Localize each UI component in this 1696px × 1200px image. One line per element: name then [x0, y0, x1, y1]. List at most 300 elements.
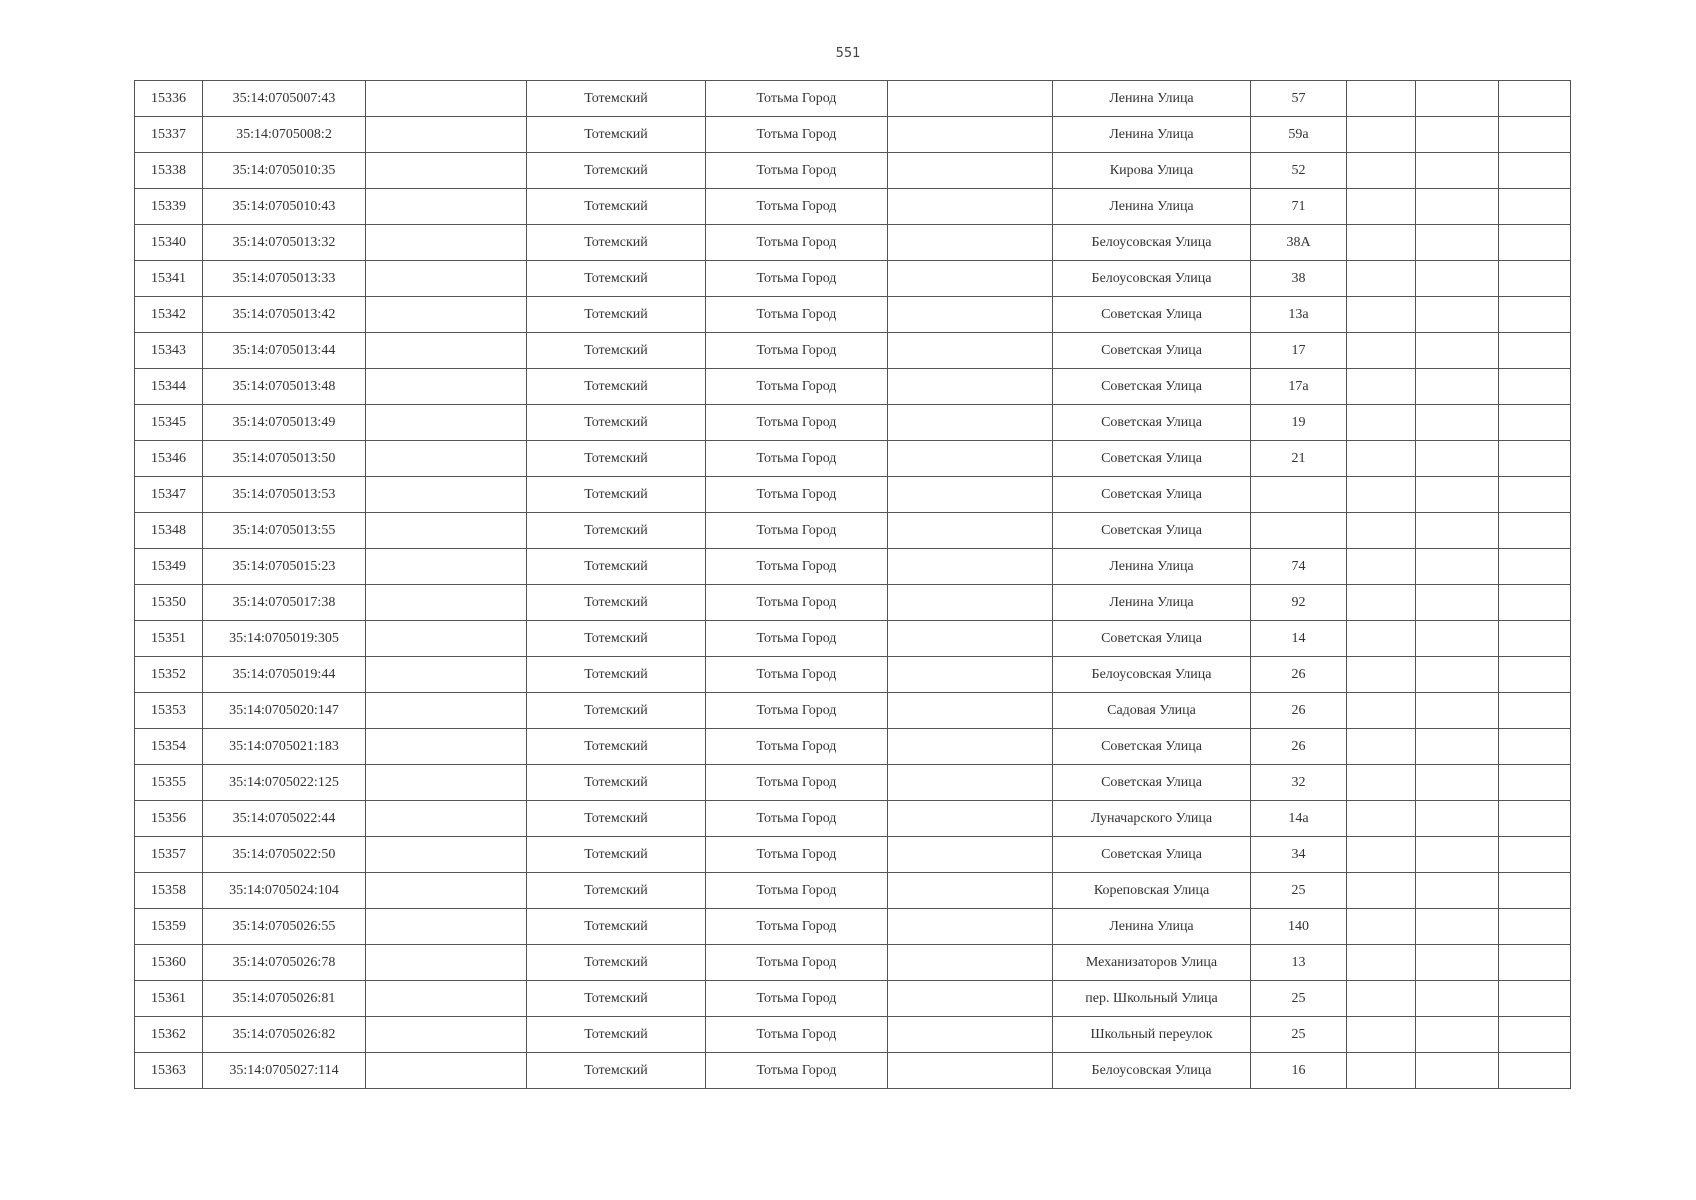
- street-cell: Ленина Улица: [1053, 909, 1251, 945]
- cadastral-number-cell: 35:14:0705021:183: [203, 729, 366, 765]
- table-row: [135, 693, 1571, 729]
- house-number-cell: 74: [1251, 549, 1347, 585]
- cadastral-number-cell: 35:14:0705008:2: [203, 117, 366, 153]
- empty-cell: [888, 477, 1053, 513]
- empty-cell: [1499, 657, 1571, 693]
- empty-cell: [1347, 333, 1416, 369]
- empty-cell: [366, 261, 527, 297]
- table-row: [135, 405, 1571, 441]
- table-row: [135, 657, 1571, 693]
- empty-cell: [1499, 621, 1571, 657]
- empty-cell: [366, 873, 527, 909]
- settlement-cell: Тотьма Город: [706, 153, 888, 189]
- settlement-cell: Тотьма Город: [706, 333, 888, 369]
- district-cell: Тотемский: [527, 1053, 706, 1089]
- cadastral-number-cell: 35:14:0705013:53: [203, 477, 366, 513]
- district-cell: Тотемский: [527, 1017, 706, 1053]
- row-number-cell: 15355: [135, 765, 203, 801]
- settlement-cell: Тотьма Город: [706, 693, 888, 729]
- district-cell: Тотемский: [527, 189, 706, 225]
- cadastral-number-cell: 35:14:0705010:35: [203, 153, 366, 189]
- empty-cell: [1416, 189, 1499, 225]
- cadastral-number-cell: 35:14:0705013:49: [203, 405, 366, 441]
- settlement-cell: Тотьма Город: [706, 189, 888, 225]
- empty-cell: [888, 837, 1053, 873]
- house-number-cell: 34: [1251, 837, 1347, 873]
- district-cell: Тотемский: [527, 153, 706, 189]
- empty-cell: [888, 441, 1053, 477]
- empty-cell: [888, 261, 1053, 297]
- cadastral-number-cell: 35:14:0705019:305: [203, 621, 366, 657]
- empty-cell: [1499, 297, 1571, 333]
- settlement-cell: Тотьма Город: [706, 837, 888, 873]
- row-number-cell: 15359: [135, 909, 203, 945]
- empty-cell: [1347, 729, 1416, 765]
- district-cell: Тотемский: [527, 441, 706, 477]
- cadastral-number-cell: 35:14:0705013:50: [203, 441, 366, 477]
- empty-cell: [888, 801, 1053, 837]
- table-row: [135, 729, 1571, 765]
- row-number-cell: 15348: [135, 513, 203, 549]
- street-cell: Белоусовская Улица: [1053, 1053, 1251, 1089]
- settlement-cell: Тотьма Город: [706, 513, 888, 549]
- district-cell: Тотемский: [527, 549, 706, 585]
- empty-cell: [1499, 549, 1571, 585]
- street-cell: Советская Улица: [1053, 513, 1251, 549]
- empty-cell: [1416, 333, 1499, 369]
- table-row: [135, 765, 1571, 801]
- street-cell: Кореповская Улица: [1053, 873, 1251, 909]
- house-number-cell: 19: [1251, 405, 1347, 441]
- empty-cell: [366, 765, 527, 801]
- empty-cell: [1499, 441, 1571, 477]
- street-cell: Луначарского Улица: [1053, 801, 1251, 837]
- empty-cell: [1416, 369, 1499, 405]
- empty-cell: [366, 1017, 527, 1053]
- settlement-cell: Тотьма Город: [706, 477, 888, 513]
- empty-cell: [366, 477, 527, 513]
- district-cell: Тотемский: [527, 945, 706, 981]
- district-cell: Тотемский: [527, 621, 706, 657]
- empty-cell: [1499, 801, 1571, 837]
- empty-cell: [1499, 585, 1571, 621]
- house-number-cell: 14: [1251, 621, 1347, 657]
- empty-cell: [1416, 693, 1499, 729]
- house-number-cell: 26: [1251, 729, 1347, 765]
- empty-cell: [366, 81, 527, 117]
- empty-cell: [1499, 945, 1571, 981]
- cadastral-number-cell: 35:14:0705017:38: [203, 585, 366, 621]
- empty-cell: [1416, 873, 1499, 909]
- empty-cell: [1347, 945, 1416, 981]
- empty-cell: [366, 909, 527, 945]
- empty-cell: [888, 225, 1053, 261]
- table-row: [135, 801, 1571, 837]
- empty-cell: [1347, 1053, 1416, 1089]
- empty-cell: [1416, 1017, 1499, 1053]
- settlement-cell: Тотьма Город: [706, 909, 888, 945]
- row-number-cell: 15358: [135, 873, 203, 909]
- empty-cell: [1416, 513, 1499, 549]
- empty-cell: [888, 81, 1053, 117]
- empty-cell: [1347, 117, 1416, 153]
- row-number-cell: 15346: [135, 441, 203, 477]
- empty-cell: [888, 369, 1053, 405]
- settlement-cell: Тотьма Город: [706, 441, 888, 477]
- street-cell: Советская Улица: [1053, 765, 1251, 801]
- table-row: [135, 153, 1571, 189]
- cadastral-number-cell: 35:14:0705013:48: [203, 369, 366, 405]
- empty-cell: [366, 657, 527, 693]
- empty-cell: [1499, 153, 1571, 189]
- empty-cell: [1416, 801, 1499, 837]
- empty-cell: [1416, 117, 1499, 153]
- house-number-cell: 17а: [1251, 369, 1347, 405]
- table-row: [135, 333, 1571, 369]
- street-cell: Советская Улица: [1053, 297, 1251, 333]
- empty-cell: [1347, 261, 1416, 297]
- cadastral-number-cell: 35:14:0705007:43: [203, 81, 366, 117]
- settlement-cell: Тотьма Город: [706, 225, 888, 261]
- empty-cell: [1499, 189, 1571, 225]
- empty-cell: [1416, 945, 1499, 981]
- empty-cell: [1347, 693, 1416, 729]
- row-number-cell: 15361: [135, 981, 203, 1017]
- cadastral-number-cell: 35:14:0705026:55: [203, 909, 366, 945]
- house-number-cell: 25: [1251, 981, 1347, 1017]
- table-row: [135, 369, 1571, 405]
- house-number-cell: [1251, 513, 1347, 549]
- house-number-cell: 52: [1251, 153, 1347, 189]
- house-number-cell: 17: [1251, 333, 1347, 369]
- house-number-cell: 38А: [1251, 225, 1347, 261]
- row-number-cell: 15363: [135, 1053, 203, 1089]
- empty-cell: [1347, 837, 1416, 873]
- table-row: [135, 1017, 1571, 1053]
- street-cell: Ленина Улица: [1053, 117, 1251, 153]
- empty-cell: [1347, 765, 1416, 801]
- empty-cell: [1347, 621, 1416, 657]
- empty-cell: [366, 405, 527, 441]
- cadastral-number-cell: 35:14:0705027:114: [203, 1053, 366, 1089]
- house-number-cell: 26: [1251, 693, 1347, 729]
- table-row: [135, 981, 1571, 1017]
- row-number-cell: 15345: [135, 405, 203, 441]
- empty-cell: [888, 657, 1053, 693]
- cadastral-number-cell: 35:14:0705013:55: [203, 513, 366, 549]
- row-number-cell: 15360: [135, 945, 203, 981]
- house-number-cell: 32: [1251, 765, 1347, 801]
- street-cell: Советская Улица: [1053, 837, 1251, 873]
- house-number-cell: 59а: [1251, 117, 1347, 153]
- table-row: [135, 81, 1571, 117]
- table-row: [135, 225, 1571, 261]
- empty-cell: [888, 1017, 1053, 1053]
- cadastral-number-cell: 35:14:0705022:44: [203, 801, 366, 837]
- district-cell: Тотемский: [527, 909, 706, 945]
- house-number-cell: 140: [1251, 909, 1347, 945]
- table-row: [135, 189, 1571, 225]
- cadastral-number-cell: 35:14:0705024:104: [203, 873, 366, 909]
- cadastral-number-cell: 35:14:0705026:78: [203, 945, 366, 981]
- house-number-cell: 13: [1251, 945, 1347, 981]
- settlement-cell: Тотьма Город: [706, 945, 888, 981]
- district-cell: Тотемский: [527, 297, 706, 333]
- street-cell: Белоусовская Улица: [1053, 225, 1251, 261]
- empty-cell: [888, 729, 1053, 765]
- row-number-cell: 15352: [135, 657, 203, 693]
- cadastral-number-cell: 35:14:0705026:81: [203, 981, 366, 1017]
- row-number-cell: 15336: [135, 81, 203, 117]
- cadastral-number-cell: 35:14:0705013:33: [203, 261, 366, 297]
- district-cell: Тотемский: [527, 513, 706, 549]
- table-row: [135, 873, 1571, 909]
- cadastral-number-cell: 35:14:0705026:82: [203, 1017, 366, 1053]
- row-number-cell: 15341: [135, 261, 203, 297]
- district-cell: Тотемский: [527, 729, 706, 765]
- settlement-cell: Тотьма Город: [706, 405, 888, 441]
- district-cell: Тотемский: [527, 405, 706, 441]
- empty-cell: [1347, 189, 1416, 225]
- street-cell: Советская Улица: [1053, 405, 1251, 441]
- row-number-cell: 15349: [135, 549, 203, 585]
- house-number-cell: 25: [1251, 873, 1347, 909]
- cadastral-number-cell: 35:14:0705015:23: [203, 549, 366, 585]
- empty-cell: [366, 837, 527, 873]
- house-number-cell: 71: [1251, 189, 1347, 225]
- street-cell: Ленина Улица: [1053, 549, 1251, 585]
- empty-cell: [888, 621, 1053, 657]
- empty-cell: [1416, 729, 1499, 765]
- street-cell: Ленина Улица: [1053, 189, 1251, 225]
- cadastral-number-cell: 35:14:0705022:50: [203, 837, 366, 873]
- settlement-cell: Тотьма Город: [706, 1053, 888, 1089]
- district-cell: Тотемский: [527, 765, 706, 801]
- empty-cell: [888, 333, 1053, 369]
- house-number-cell: 57: [1251, 81, 1347, 117]
- row-number-cell: 15356: [135, 801, 203, 837]
- empty-cell: [888, 873, 1053, 909]
- settlement-cell: Тотьма Город: [706, 1017, 888, 1053]
- empty-cell: [1347, 657, 1416, 693]
- empty-cell: [1347, 441, 1416, 477]
- table-row: [135, 909, 1571, 945]
- settlement-cell: Тотьма Город: [706, 117, 888, 153]
- row-number-cell: 15338: [135, 153, 203, 189]
- district-cell: Тотемский: [527, 585, 706, 621]
- row-number-cell: 15337: [135, 117, 203, 153]
- district-cell: Тотемский: [527, 981, 706, 1017]
- empty-cell: [1347, 81, 1416, 117]
- house-number-cell: 21: [1251, 441, 1347, 477]
- empty-cell: [888, 585, 1053, 621]
- empty-cell: [1347, 873, 1416, 909]
- row-number-cell: 15347: [135, 477, 203, 513]
- street-cell: Белоусовская Улица: [1053, 657, 1251, 693]
- empty-cell: [888, 189, 1053, 225]
- house-number-cell: 38: [1251, 261, 1347, 297]
- street-cell: Белоусовская Улица: [1053, 261, 1251, 297]
- empty-cell: [1499, 693, 1571, 729]
- empty-cell: [1347, 513, 1416, 549]
- row-number-cell: 15351: [135, 621, 203, 657]
- empty-cell: [366, 549, 527, 585]
- empty-cell: [366, 981, 527, 1017]
- settlement-cell: Тотьма Город: [706, 657, 888, 693]
- empty-cell: [1499, 81, 1571, 117]
- table-body: [135, 81, 1571, 1089]
- row-number-cell: 15350: [135, 585, 203, 621]
- empty-cell: [1499, 369, 1571, 405]
- street-cell: пер. Школьный Улица: [1053, 981, 1251, 1017]
- table-row: [135, 945, 1571, 981]
- empty-cell: [1499, 909, 1571, 945]
- empty-cell: [1499, 981, 1571, 1017]
- row-number-cell: 15357: [135, 837, 203, 873]
- cadastral-number-cell: 35:14:0705013:32: [203, 225, 366, 261]
- empty-cell: [1499, 837, 1571, 873]
- empty-cell: [1347, 297, 1416, 333]
- district-cell: Тотемский: [527, 657, 706, 693]
- empty-cell: [1416, 261, 1499, 297]
- cadastral-number-cell: 35:14:0705019:44: [203, 657, 366, 693]
- street-cell: Ленина Улица: [1053, 585, 1251, 621]
- empty-cell: [1416, 981, 1499, 1017]
- table-row: [135, 477, 1571, 513]
- registry-table: [134, 80, 1571, 1089]
- empty-cell: [366, 333, 527, 369]
- cadastral-number-cell: 35:14:0705013:42: [203, 297, 366, 333]
- empty-cell: [888, 981, 1053, 1017]
- empty-cell: [366, 189, 527, 225]
- settlement-cell: Тотьма Город: [706, 369, 888, 405]
- district-cell: Тотемский: [527, 225, 706, 261]
- district-cell: Тотемский: [527, 261, 706, 297]
- empty-cell: [1416, 765, 1499, 801]
- table-row: [135, 585, 1571, 621]
- empty-cell: [366, 1053, 527, 1089]
- settlement-cell: Тотьма Город: [706, 621, 888, 657]
- empty-cell: [1499, 1053, 1571, 1089]
- empty-cell: [1416, 657, 1499, 693]
- row-number-cell: 15354: [135, 729, 203, 765]
- empty-cell: [366, 729, 527, 765]
- empty-cell: [366, 369, 527, 405]
- street-cell: Механизаторов Улица: [1053, 945, 1251, 981]
- district-cell: Тотемский: [527, 837, 706, 873]
- district-cell: Тотемский: [527, 873, 706, 909]
- empty-cell: [1347, 369, 1416, 405]
- empty-cell: [888, 153, 1053, 189]
- empty-cell: [1416, 153, 1499, 189]
- empty-cell: [888, 909, 1053, 945]
- empty-cell: [1416, 621, 1499, 657]
- empty-cell: [1499, 729, 1571, 765]
- street-cell: Советская Улица: [1053, 621, 1251, 657]
- empty-cell: [366, 225, 527, 261]
- empty-cell: [1499, 1017, 1571, 1053]
- row-number-cell: 15362: [135, 1017, 203, 1053]
- empty-cell: [1347, 585, 1416, 621]
- empty-cell: [1499, 513, 1571, 549]
- table-row: [135, 837, 1571, 873]
- empty-cell: [1499, 477, 1571, 513]
- street-cell: Советская Улица: [1053, 477, 1251, 513]
- empty-cell: [888, 297, 1053, 333]
- empty-cell: [1416, 585, 1499, 621]
- cadastral-number-cell: 35:14:0705010:43: [203, 189, 366, 225]
- house-number-cell: 16: [1251, 1053, 1347, 1089]
- settlement-cell: Тотьма Город: [706, 981, 888, 1017]
- house-number-cell: 25: [1251, 1017, 1347, 1053]
- row-number-cell: 15342: [135, 297, 203, 333]
- empty-cell: [1499, 117, 1571, 153]
- empty-cell: [1499, 765, 1571, 801]
- empty-cell: [1347, 153, 1416, 189]
- district-cell: Тотемский: [527, 369, 706, 405]
- empty-cell: [1347, 405, 1416, 441]
- settlement-cell: Тотьма Город: [706, 585, 888, 621]
- district-cell: Тотемский: [527, 801, 706, 837]
- settlement-cell: Тотьма Город: [706, 297, 888, 333]
- empty-cell: [888, 405, 1053, 441]
- cadastral-number-cell: 35:14:0705013:44: [203, 333, 366, 369]
- row-number-cell: 15344: [135, 369, 203, 405]
- empty-cell: [1499, 405, 1571, 441]
- table-row: [135, 117, 1571, 153]
- empty-cell: [1347, 981, 1416, 1017]
- row-number-cell: 15353: [135, 693, 203, 729]
- district-cell: Тотемский: [527, 333, 706, 369]
- empty-cell: [1416, 81, 1499, 117]
- empty-cell: [888, 1053, 1053, 1089]
- empty-cell: [366, 801, 527, 837]
- empty-cell: [1499, 333, 1571, 369]
- empty-cell: [1416, 405, 1499, 441]
- settlement-cell: Тотьма Город: [706, 801, 888, 837]
- empty-cell: [1416, 1053, 1499, 1089]
- empty-cell: [1347, 549, 1416, 585]
- row-number-cell: 15339: [135, 189, 203, 225]
- empty-cell: [888, 549, 1053, 585]
- street-cell: Советская Улица: [1053, 729, 1251, 765]
- street-cell: Кирова Улица: [1053, 153, 1251, 189]
- empty-cell: [366, 297, 527, 333]
- street-cell: Школьный переулок: [1053, 1017, 1251, 1053]
- page-number: 551: [835, 46, 861, 61]
- empty-cell: [366, 693, 527, 729]
- empty-cell: [1416, 441, 1499, 477]
- table-row: [135, 441, 1571, 477]
- table-row: [135, 621, 1571, 657]
- table-row: [135, 549, 1571, 585]
- empty-cell: [888, 765, 1053, 801]
- empty-cell: [1347, 1017, 1416, 1053]
- empty-cell: [888, 945, 1053, 981]
- empty-cell: [366, 621, 527, 657]
- empty-cell: [366, 441, 527, 477]
- street-cell: Садовая Улица: [1053, 693, 1251, 729]
- empty-cell: [1416, 477, 1499, 513]
- table-row: [135, 513, 1571, 549]
- empty-cell: [1416, 837, 1499, 873]
- empty-cell: [1416, 909, 1499, 945]
- house-number-cell: 26: [1251, 657, 1347, 693]
- cadastral-number-cell: 35:14:0705022:125: [203, 765, 366, 801]
- empty-cell: [888, 513, 1053, 549]
- empty-cell: [1499, 225, 1571, 261]
- empty-cell: [1347, 477, 1416, 513]
